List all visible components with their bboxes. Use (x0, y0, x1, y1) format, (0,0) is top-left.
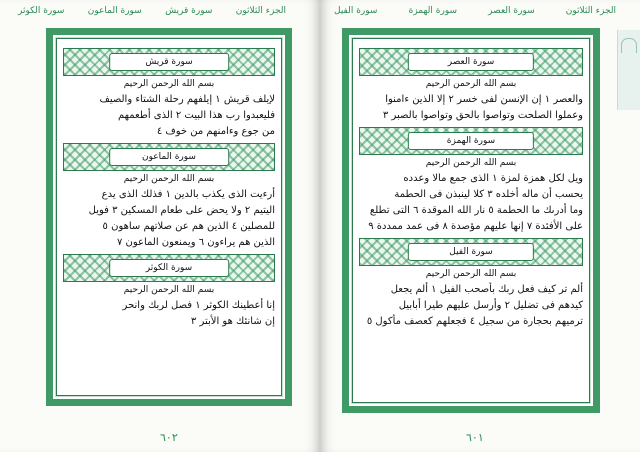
header-surah-2: سورة الماعون (87, 6, 142, 16)
basmala: بسم الله الرحمن الرحيم (123, 174, 215, 184)
surah-title: سورة الماعون (109, 148, 229, 166)
verse-line: كيدهم فى تضليل ٢ وأرسل عليهم طيرا أبابيل (398, 300, 583, 311)
basmala: بسم الله الرحمن الرحيم (425, 79, 517, 89)
surah-title-banner (359, 127, 583, 155)
right-page (320, 0, 640, 452)
thumb-index-tab (617, 30, 640, 110)
surah-title-banner (359, 48, 583, 76)
verse-line: إن شانئك هو الأبتر ٣ (190, 316, 275, 327)
mosque-dome-icon (621, 38, 637, 53)
header-surah-3: سورة الفيل (334, 6, 378, 16)
verse-line: لإيلف قريش ١ إيلفهم رحلة الشتاء والصيف (99, 94, 275, 105)
verse-line: الذين هم يراءون ٦ ويمنعون الماعون ٧ (116, 237, 275, 248)
header-juz: الجزء الثلاثون (235, 6, 286, 16)
verse-line: وما أدرىك ما الحطمة ٥ نار الله الموقدة ٦ التى تطلع (369, 205, 583, 216)
verse-line: فليعبدوا رب هذا البيت ٢ الذى أطعمهم (118, 110, 275, 121)
verse-line: والعصر ١ إن الإنسن لفى خسر ٢ إلا الذين ءامنوا (385, 94, 583, 105)
surah-title: سورة الهمزة (408, 132, 534, 150)
verse-line: إنا أعطينك الكوثر ١ فصل لربك وانحر (122, 300, 275, 311)
verse-line: من جوع وءامنهم من خوف ٤ (156, 126, 275, 137)
verse-line: يحسب أن ماله أخلده ٣ كلا لينبذن فى الحطمة (394, 189, 583, 200)
right-text-frame (342, 28, 600, 413)
right-page-header (334, 6, 616, 16)
surah-title-banner (63, 48, 275, 76)
basmala: بسم الله الرحمن الرحيم (123, 285, 215, 295)
surah-title: سورة العصر (408, 53, 534, 71)
surah-title: سورة الفيل (408, 243, 534, 261)
left-text-frame (46, 28, 292, 406)
verse-line: على الأفئدة ٧ إنها عليهم مؤصدة ٨ فى عمد ممددة ٩ (368, 221, 583, 232)
verse-line: اليتيم ٢ ولا يحض على طعام المسكين ٣ فويل (88, 205, 275, 216)
surah-title: سورة الكوثر (109, 259, 229, 277)
header-surah-1: سورة العصر (488, 6, 535, 16)
surah-title-banner (63, 254, 275, 282)
header-surah-2: سورة الهمزة (408, 6, 458, 16)
left-page-header (18, 6, 286, 16)
basmala: بسم الله الرحمن الرحيم (123, 79, 215, 89)
verse-line: للمصلين ٤ الذين هم عن صلاتهم ساهون ٥ (102, 221, 275, 232)
surah-title-banner (63, 143, 275, 171)
verse-line: ألم تر كيف فعل ربك بأصحب الفيل ١ ألم يجعل (390, 284, 583, 295)
header-surah-3: سورة الكوثر (18, 6, 65, 16)
verse-line: ويل لكل همزة لمزة ١ الذى جمع مالا وعدده (403, 173, 583, 184)
page-number: ٦٠٢ (160, 431, 178, 444)
basmala: بسم الله الرحمن الرحيم (425, 158, 517, 168)
basmala: بسم الله الرحمن الرحيم (425, 269, 517, 279)
surah-title-banner (359, 238, 583, 266)
header-surah-1: سورة قريش (165, 6, 213, 16)
verse-line: وعملوا الصلحت وتواصوا بالحق وتواصوا بالصبر ٣ (382, 110, 583, 121)
page-number: ٦٠١ (466, 431, 484, 444)
header-juz: الجزء الثلاثون (565, 6, 616, 16)
surah-title: سورة قريش (109, 53, 229, 71)
verse-line: أرءيت الذى يكذب بالدين ١ فذلك الذى يدع (101, 189, 275, 200)
verse-line: ترميهم بحجارة من سجيل ٤ فجعلهم كعصف مأكول ٥ (366, 316, 583, 327)
